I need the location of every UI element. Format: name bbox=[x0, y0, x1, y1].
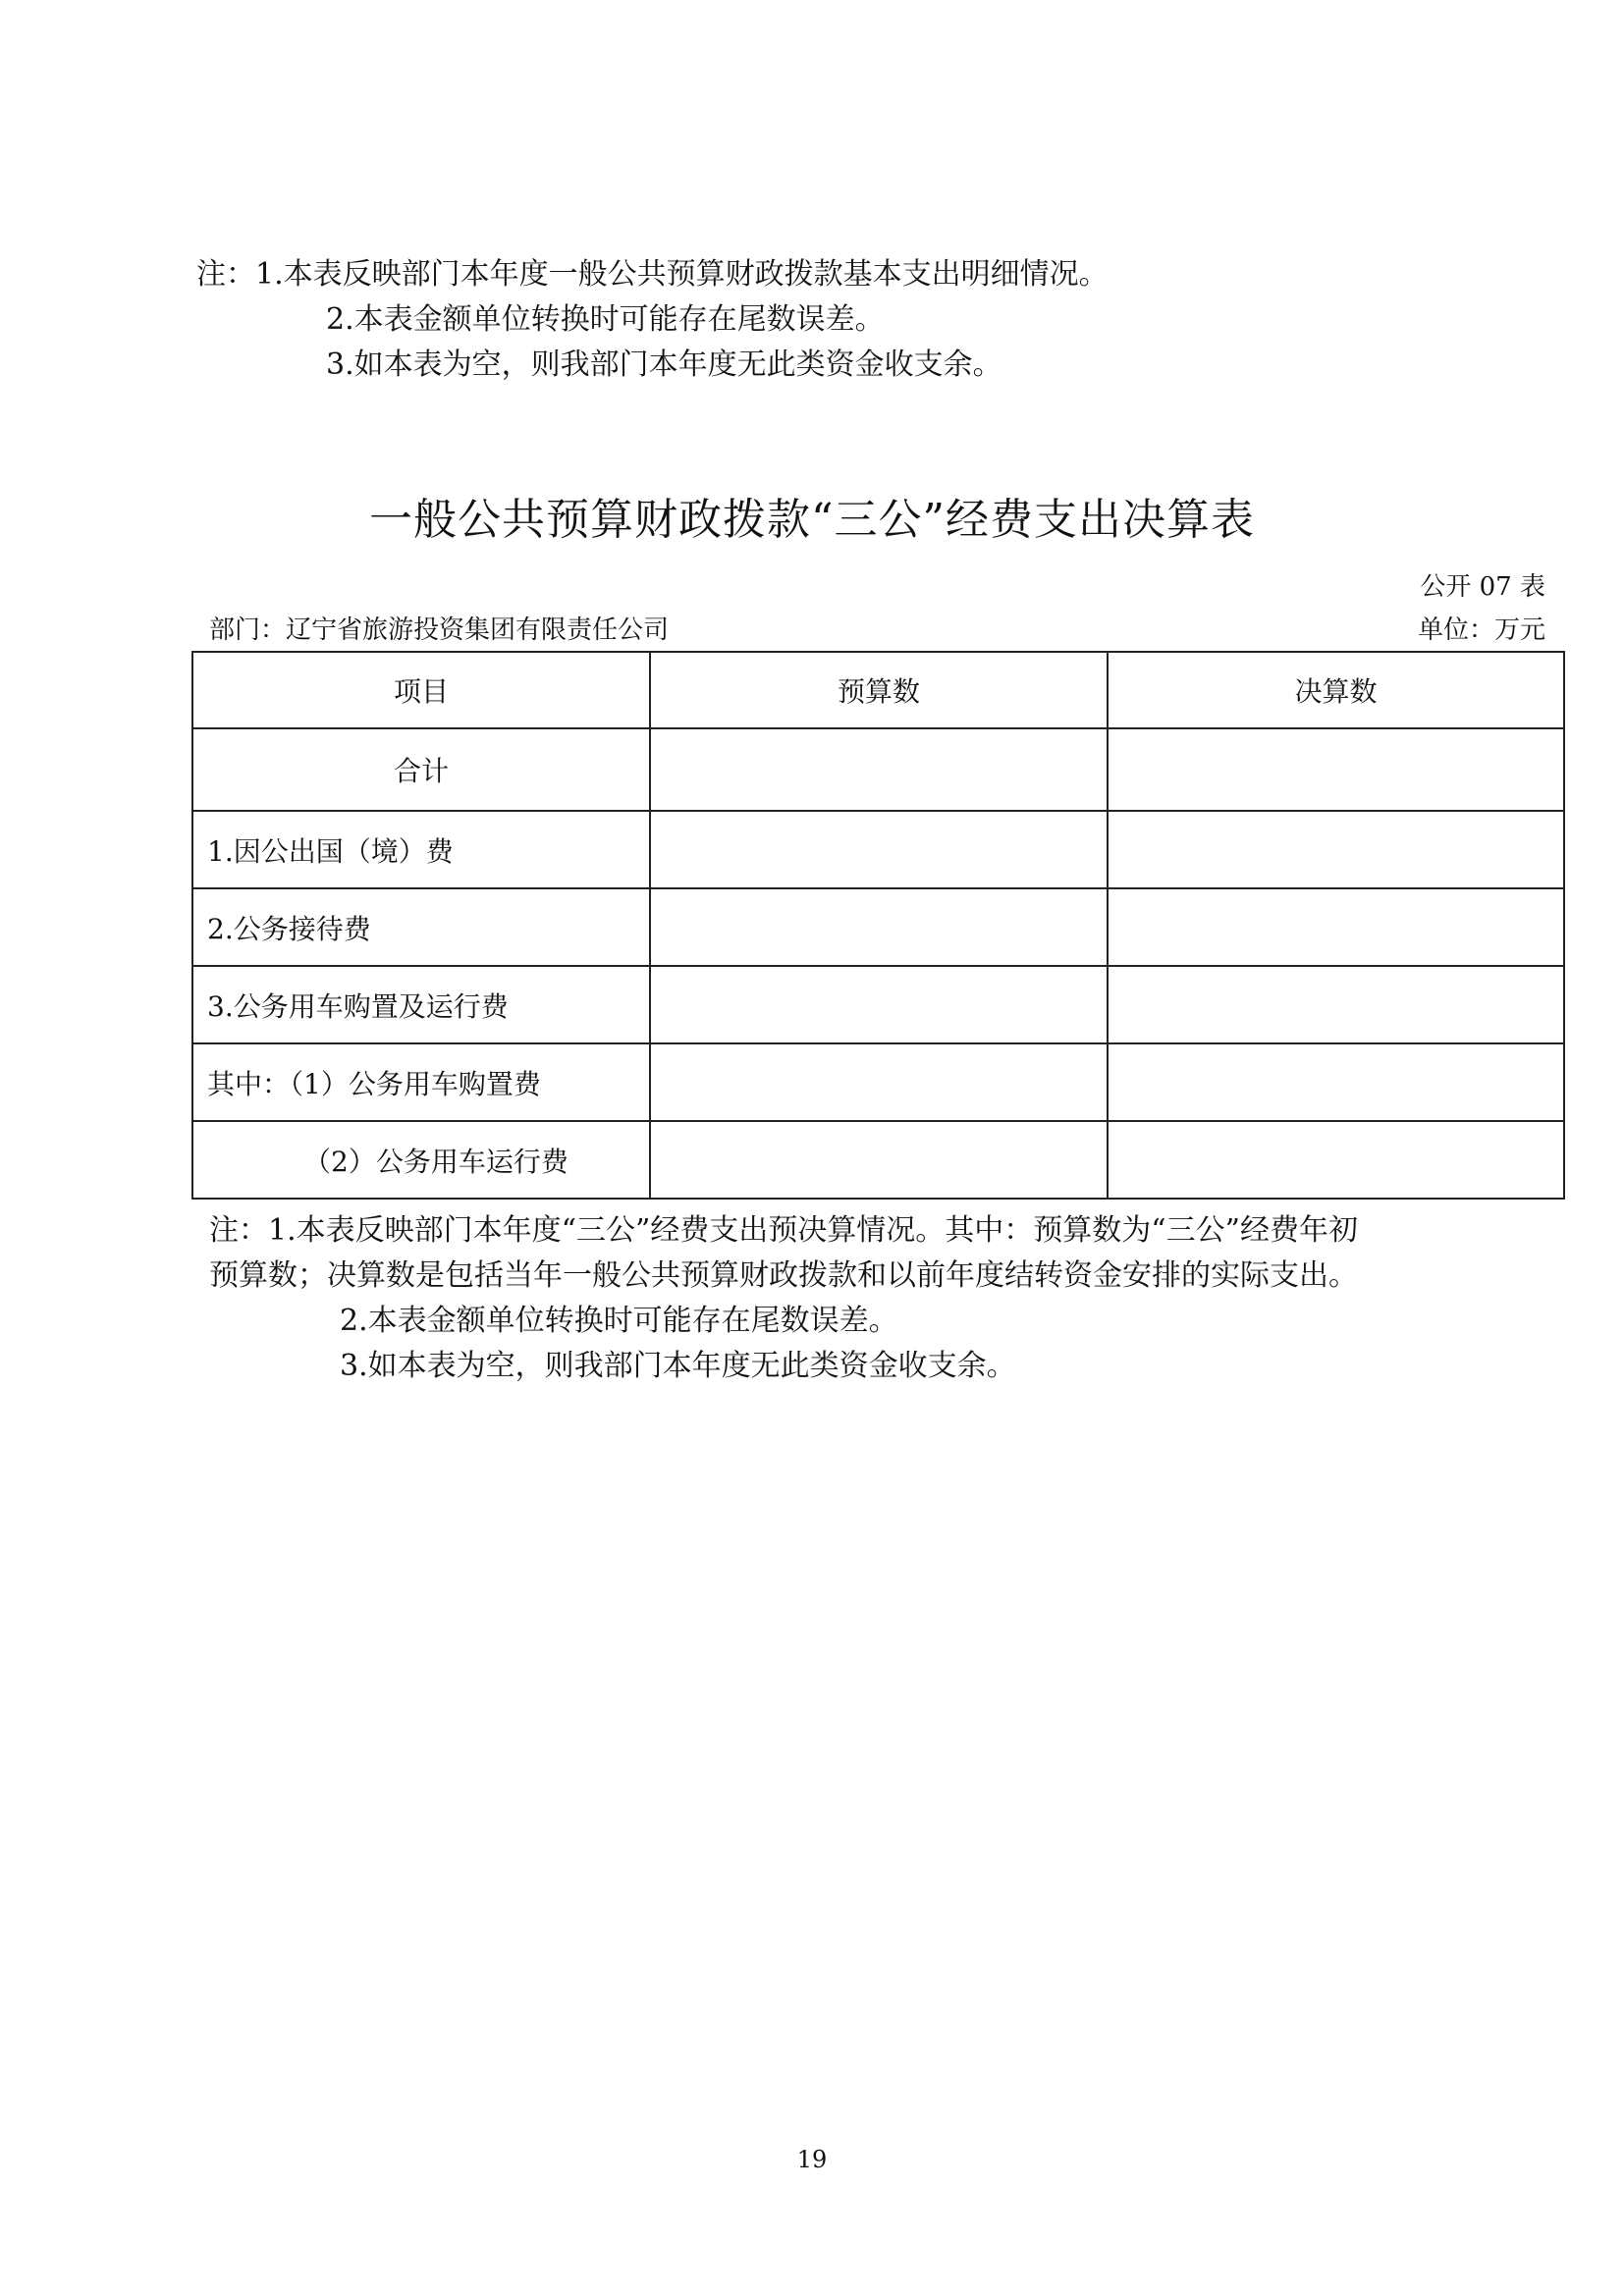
row-budget bbox=[650, 728, 1108, 811]
header-budget: 预算数 bbox=[650, 652, 1108, 728]
table-row bbox=[192, 1121, 1564, 1199]
bottom-note-2: 预算数；决算数是包括当年一般公共预算财政拨款和以前年度结转资金安排的实际支出。 bbox=[209, 1258, 1358, 1293]
table-header-row bbox=[192, 652, 1564, 728]
row-item: 2.公务接待费 bbox=[192, 888, 650, 966]
top-note-2: 2.本表金额单位转换时可能存在尾数误差。 bbox=[326, 302, 885, 337]
unit-label: 单位：万元 bbox=[1417, 615, 1545, 645]
table-code: 公开 07 表 bbox=[1420, 572, 1545, 602]
row-final bbox=[1108, 1043, 1564, 1121]
row-budget bbox=[650, 888, 1108, 966]
top-note-1: 注：1.本表反映部门本年度一般公共预算财政拨款基本支出明细情况。 bbox=[196, 257, 1109, 292]
three-public-expenses-table bbox=[191, 651, 1565, 1200]
row-budget bbox=[650, 966, 1108, 1043]
table-title: 一般公共预算财政拨款“三公”经费支出决算表 bbox=[369, 495, 1255, 545]
row-budget bbox=[650, 811, 1108, 888]
bottom-note-3: 2.本表金额单位转换时可能存在尾数误差。 bbox=[340, 1304, 898, 1338]
table-row bbox=[192, 1043, 1564, 1121]
row-item: （2）公务用车运行费 bbox=[192, 1121, 650, 1199]
row-budget bbox=[650, 1043, 1108, 1121]
row-item: 合计 bbox=[192, 728, 650, 811]
table-row bbox=[192, 811, 1564, 888]
top-note-3: 3.如本表为空，则我部门本年度无此类资金收支余。 bbox=[326, 347, 1002, 382]
row-item: 其中：（1）公务用车购置费 bbox=[192, 1043, 650, 1121]
row-item: 1.因公出国（境）费 bbox=[192, 811, 650, 888]
table-row bbox=[192, 966, 1564, 1043]
table-row bbox=[192, 888, 1564, 966]
row-item: 3.公务用车购置及运行费 bbox=[192, 966, 650, 1043]
table-row-total bbox=[192, 728, 1564, 811]
row-final bbox=[1108, 888, 1564, 966]
row-final bbox=[1108, 1121, 1564, 1199]
row-final bbox=[1108, 811, 1564, 888]
department-label: 部门：辽宁省旅游投资集团有限责任公司 bbox=[209, 615, 670, 645]
row-final bbox=[1108, 966, 1564, 1043]
row-final bbox=[1108, 728, 1564, 811]
bottom-note-4: 3.如本表为空，则我部门本年度无此类资金收支余。 bbox=[340, 1349, 1016, 1383]
bottom-note-1: 注：1.本表反映部门本年度“三公”经费支出预决算情况。其中：预算数为“三公”经费年初 bbox=[209, 1213, 1358, 1248]
header-final: 决算数 bbox=[1108, 652, 1564, 728]
page-number: 19 bbox=[796, 2146, 828, 2173]
header-item: 项目 bbox=[192, 652, 650, 728]
row-budget bbox=[650, 1121, 1108, 1199]
